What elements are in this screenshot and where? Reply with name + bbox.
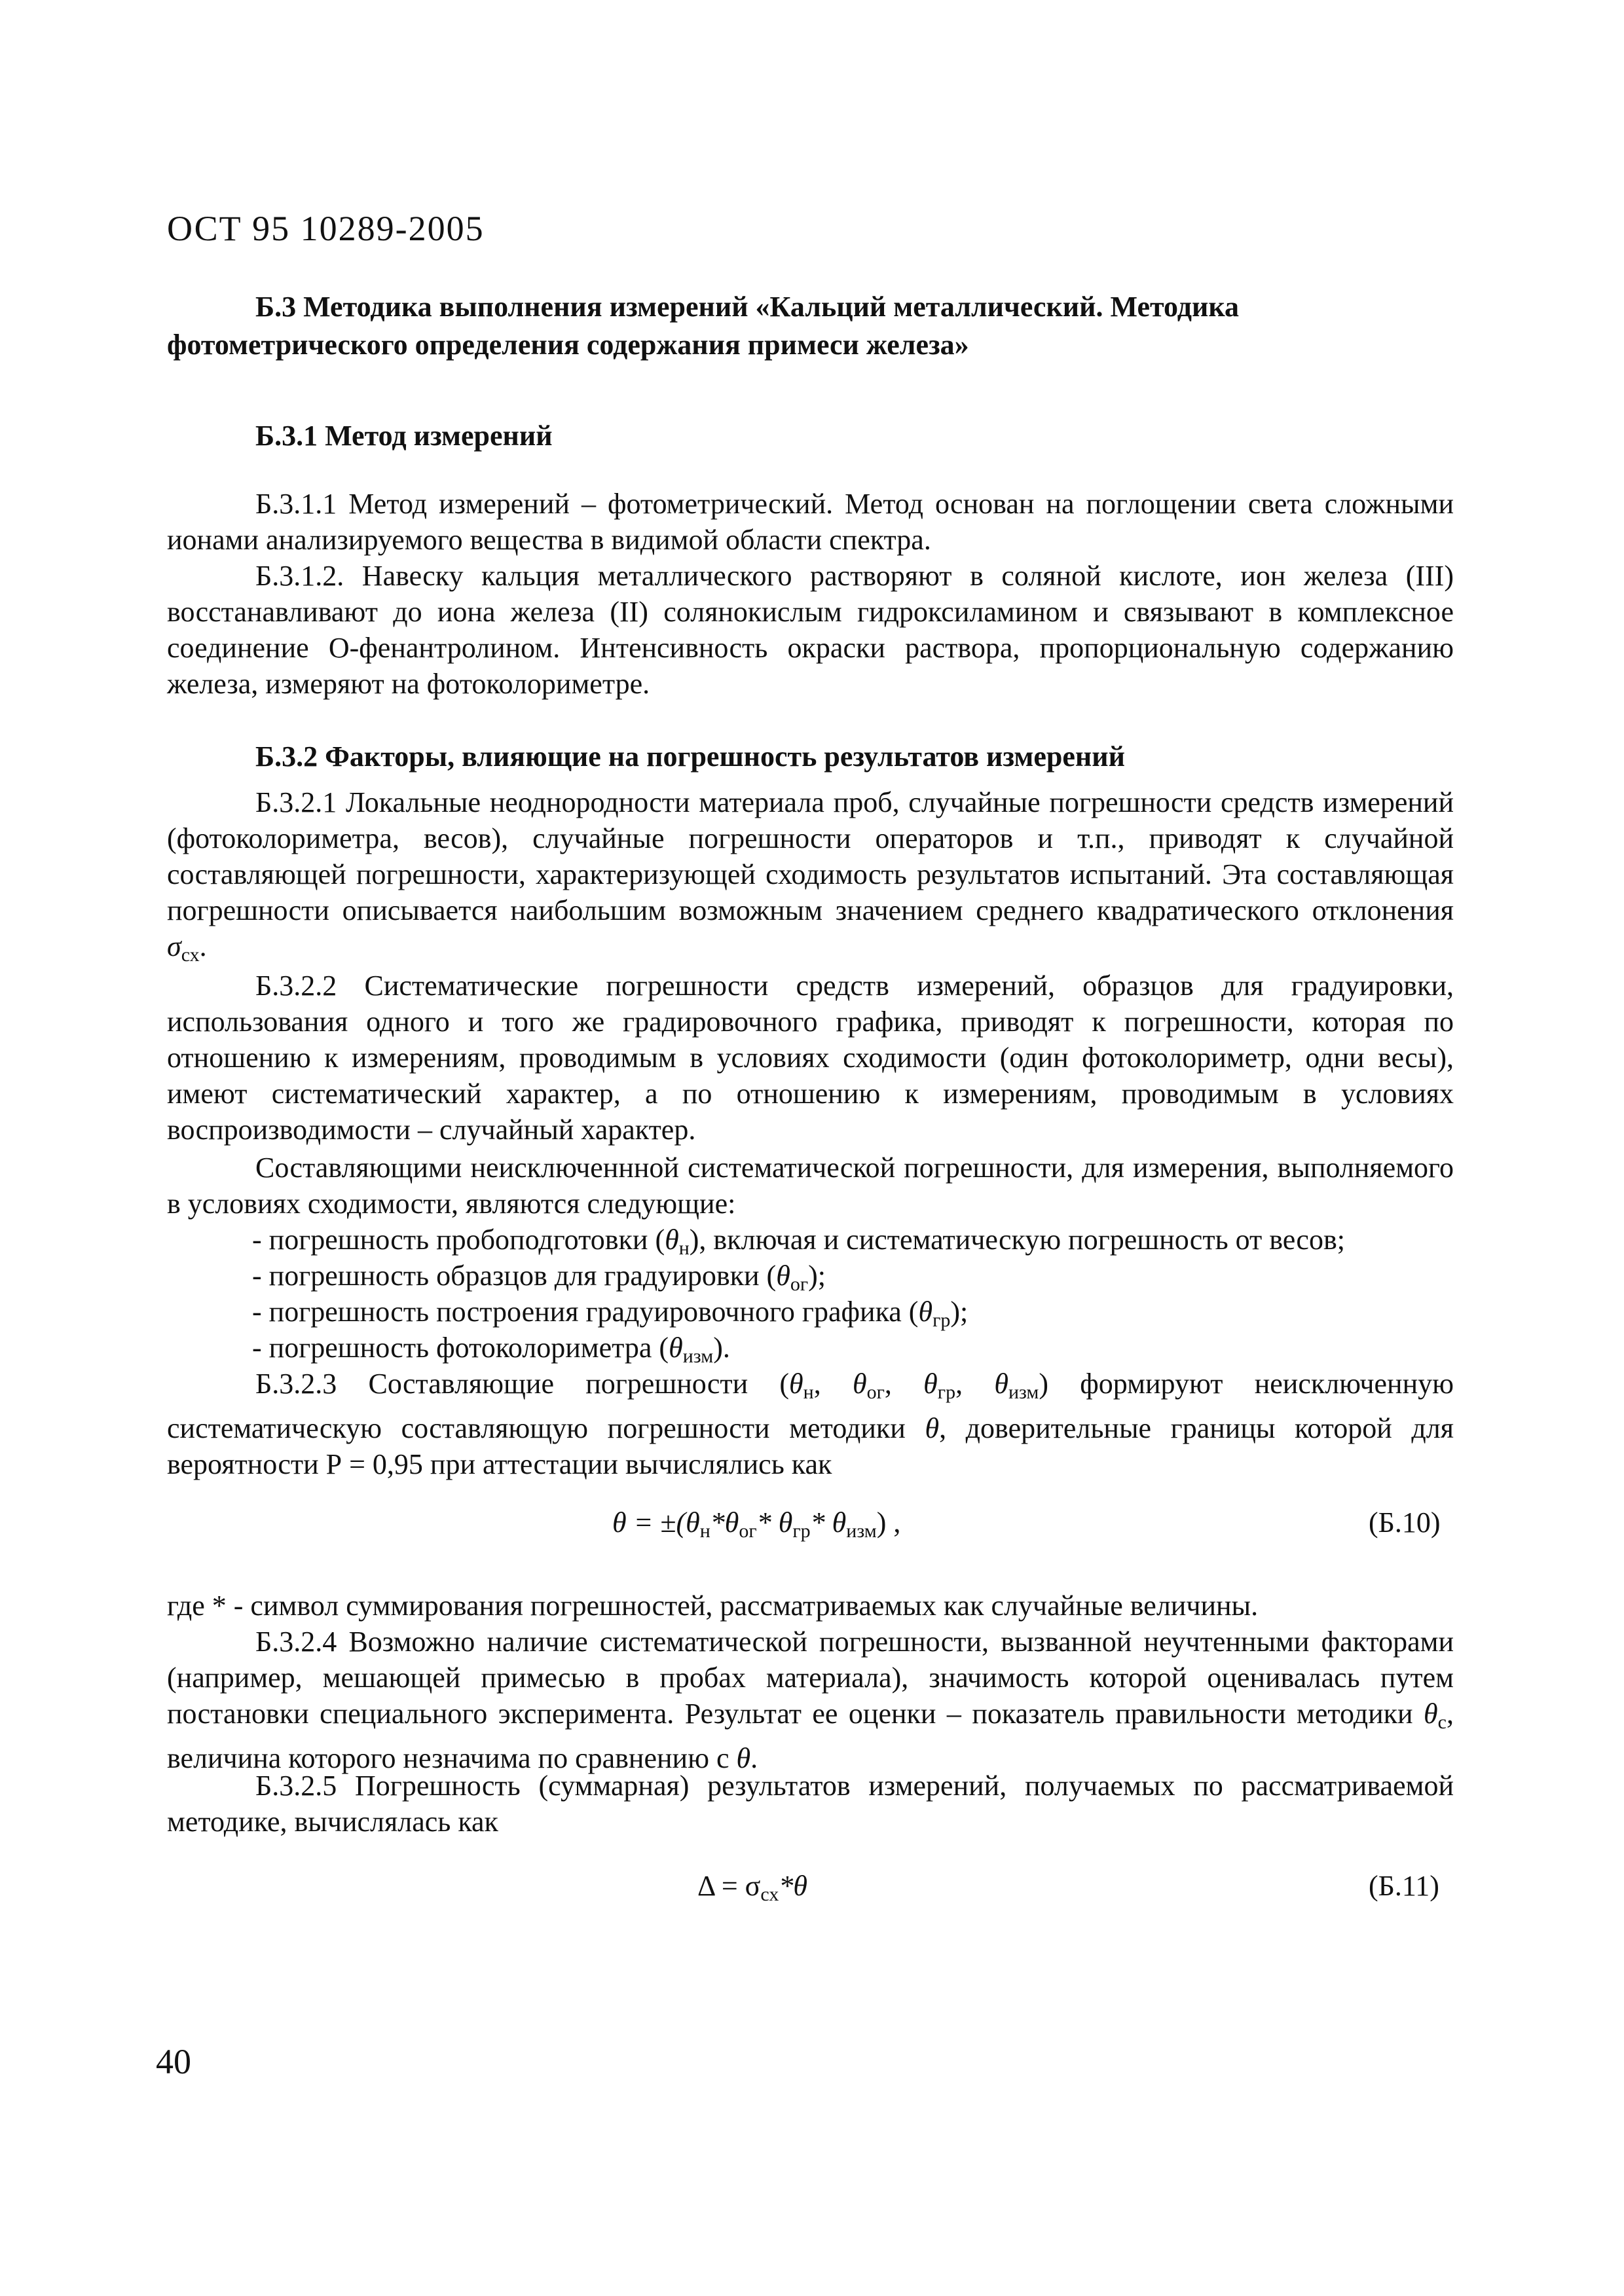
section-title-line1: Б.3 Методика выполнения измерений «Кальций металлический. Методика bbox=[255, 291, 1240, 323]
paragraph-where-note: где * - символ суммирования погрешностей, рассматриваемых как случайные величины. bbox=[167, 1590, 1259, 1622]
section-title bbox=[167, 288, 1454, 364]
paragraph-b325: Б.3.2.5 Погрешность (суммарная) результатов измерений, получаемых по рассматриваемой методике, вычислялась как bbox=[167, 1770, 1454, 1838]
subsection-heading-b32: Б.3.2 Факторы, влияющие на погрешность результатов измерений bbox=[255, 740, 1125, 773]
formula-b10: $\theta = \pm(\theta_н*\theta_{ог}*$ $\theta_{гр}*$ $\theta_{изм}$) , bbox=[612, 1506, 901, 1542]
subsection-heading-b31: Б.3.1 Метод измерений bbox=[255, 420, 553, 452]
list-item: - погрешность фотоколориметра $(\theta_{изм})$. bbox=[252, 1332, 730, 1367]
formula-number-b10: (Б.10) bbox=[1369, 1506, 1441, 1539]
paragraph-b321: Б.3.2.1 Локальные неоднородности материала проб, случайные погрешности средств измерений (фотоколориметра, весов), случайные погрешности операторов и т.п., приводят к случайной составляющей погрешности, характеризующей сходимость результатов испытаний. Эта составляющая погрешности описывается наибольшим возможным значением среднего квадратического отклонения $\sigma_{сх}$. bbox=[167, 786, 1454, 966]
list-item: - погрешность построения градуировочного графика $(\theta_{гр})$; bbox=[252, 1296, 969, 1331]
paragraph-components-intro: Составляющими неисключеннной систематической погрешности, для измерения, выполняемого в условиях сходимости, являются следующие: bbox=[167, 1152, 1454, 1220]
paragraph-b312: Б.3.1.2. Навеску кальция металлического растворяют в соляной кислоте, ион железа (III) восстанавливают до иона железа (II) солянокислым гидроксиламином и связывают в комплексное соединение О-фенантролином. Интенсивность окраски раствора, пропорциональную содержанию железа, измеряют на фотоколориметре. bbox=[167, 560, 1454, 700]
list-item: - погрешность образцов для градуировки $(\theta_{ог})$; bbox=[252, 1260, 826, 1295]
formula-b11: $\Delta = \sigma_{сх}*\theta$ bbox=[697, 1870, 807, 1905]
formula-number-b11: (Б.11) bbox=[1369, 1870, 1439, 1902]
paragraph-b323: Б.3.2.3 Составляющие погрешности ($\theta_н$, $\theta_{ог}$, $\theta_{гр}$, $\theta_{изм}$) формируют неисключенную систематическую составляющую погрешности методики θ, доверительные границы которой для вероятности Р = 0,95 при аттестации вычислялись как bbox=[167, 1368, 1454, 1480]
section-title-line2: фотометрического определения содержания примеси железа» bbox=[167, 329, 969, 361]
page-number: 40 bbox=[156, 2042, 191, 2081]
list-item: - погрешность пробоподготовки $(\theta_н)$, включая и систематическую погрешность от весов; bbox=[252, 1224, 1345, 1259]
paragraph-b311: Б.3.1.1 Метод измерений – фотометрический. Метод основан на поглощении света сложными ионами анализируемого вещества в видимой области спектра. bbox=[167, 488, 1454, 556]
paragraph-b324: Б.3.2.4 Возможно наличие систематической погрешности, вызванной неучтенными факторами (например, мешающей примесью в пробах материала), значимость которой оценивалась путем постановки специального эксперимента. Результат ее оценки – показатель правильности методики $\theta_с$, величина которого незначима по сравнению с θ. bbox=[167, 1626, 1454, 1774]
document-code: ОСТ 95 10289-2005 bbox=[167, 209, 485, 248]
paragraph-b322: Б.3.2.2 Систематические погрешности средств измерений, образцов для градуировки, использования одного и того же градировочного графика, приводят к погрешности, которая по отношению к измерениям, проводимым в условиях сходимости (один фотоколориметр, одни весы), имеют систематический характер, а по отношению к измерениям, проводимым в условиях воспроизводимости – случайный характер. bbox=[167, 970, 1454, 1146]
